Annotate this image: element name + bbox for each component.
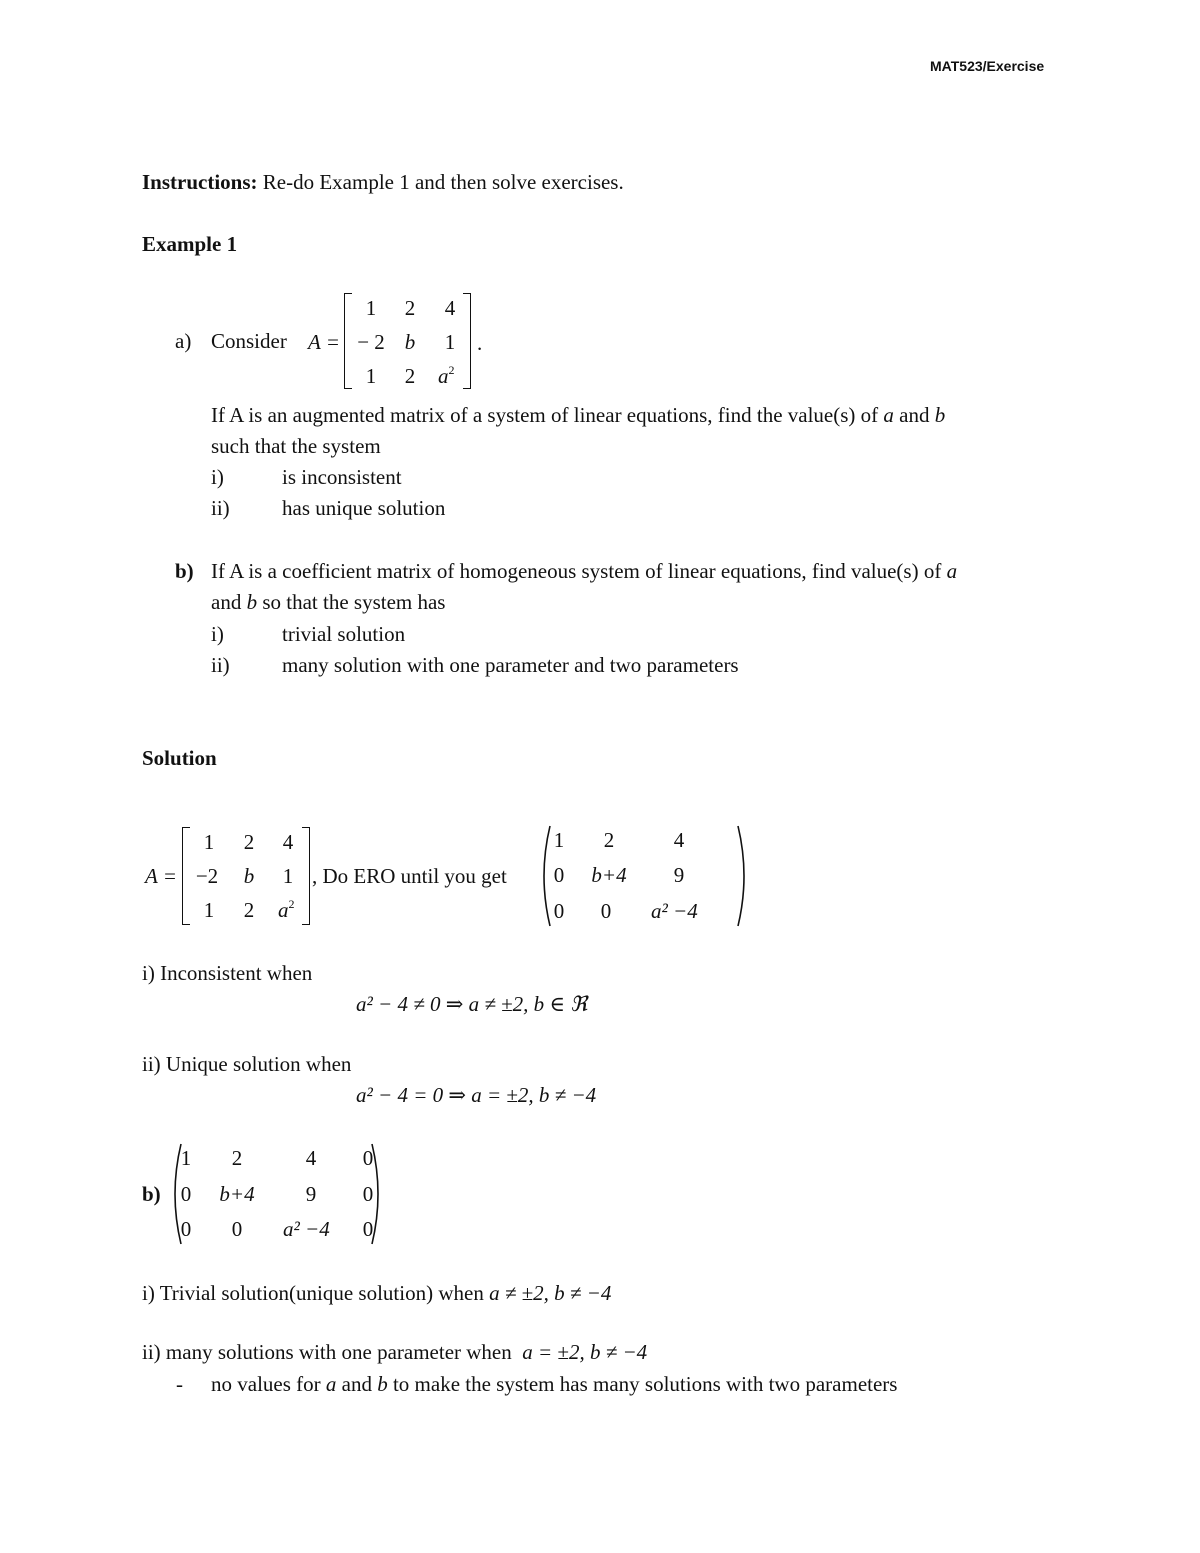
part-a-item-text: is inconsistent bbox=[282, 465, 402, 489]
matrix-cell: a² −4 bbox=[651, 899, 698, 923]
matrix-cell: 0 bbox=[600, 899, 612, 923]
part-a-item-num: ii) bbox=[211, 496, 230, 520]
part-b-question-line1: If A is a coefficient matrix of homogeneous system of linear equations, find value(s) of a bbox=[211, 559, 958, 583]
part-b-item-num: ii) bbox=[211, 653, 230, 677]
inconsistent-label: i) Inconsistent when bbox=[142, 961, 313, 985]
paren-right bbox=[736, 824, 750, 928]
matrix-cell: 0 bbox=[362, 1217, 374, 1241]
matrix-cell: 4 bbox=[305, 1146, 317, 1170]
matrix-cell: 0 bbox=[180, 1182, 192, 1206]
many-solutions-line: ii) many solutions with one parameter when a = ±2, b ≠ −4 bbox=[142, 1340, 648, 1364]
part-b-question-line2: and b so that the system has bbox=[211, 590, 446, 614]
matrix-cell: 0 bbox=[553, 899, 565, 923]
matrix-cell: 4 bbox=[444, 296, 456, 320]
matrix-cell: 1 bbox=[444, 330, 456, 354]
example-title: Example 1 bbox=[142, 232, 238, 256]
part-a-item-num: i) bbox=[211, 465, 224, 489]
part-b-item-text: trivial solution bbox=[282, 622, 406, 646]
matrix-cell: 0 bbox=[180, 1217, 192, 1241]
matrix-cell: 1 bbox=[365, 364, 377, 388]
matrix-cell: 1 bbox=[203, 898, 215, 922]
part-a-question-line1: If A is an augmented matrix of a system of linear equations, find the value(s) of a and b bbox=[211, 403, 946, 427]
solution-lhs: A = bbox=[145, 864, 177, 888]
matrix-cell: −2 bbox=[195, 864, 219, 888]
part-b-label: b) bbox=[175, 559, 194, 583]
part-a-period: . bbox=[477, 331, 483, 355]
part-a-label: a) bbox=[175, 329, 192, 353]
matrix-cell: 2 bbox=[231, 1146, 243, 1170]
solution-part-b-label: b) bbox=[142, 1182, 161, 1206]
matrix-cell-a-squared: $a^2$ bbox=[278, 897, 295, 922]
matrix-cell: a² −4 bbox=[283, 1217, 330, 1241]
matrix-cell: 2 bbox=[243, 830, 255, 854]
unique-equation: a² − 4 = 0 ⇒ a = ±2, b ≠ −4 bbox=[356, 1083, 597, 1107]
matrix-cell: b+4 bbox=[591, 863, 627, 887]
part-a-item-text: has unique solution bbox=[282, 496, 446, 520]
inconsistent-equation: a² − 4 ≠ 0 ⇒ a ≠ ±2, b ∈ ℜ bbox=[356, 992, 588, 1016]
matrix-cell: 1 bbox=[203, 830, 215, 854]
bullet-dash: - bbox=[176, 1372, 183, 1396]
do-ero-text: , Do ERO until you get bbox=[312, 864, 507, 888]
matrix-cell: 4 bbox=[673, 828, 685, 852]
matrix-cell: 1 bbox=[180, 1146, 192, 1170]
matrix-cell: 2 bbox=[603, 828, 615, 852]
matrix-cell: 1 bbox=[553, 828, 565, 852]
matrix-cell: 0 bbox=[231, 1217, 243, 1241]
matrix-cell: 2 bbox=[243, 898, 255, 922]
matrix-cell: b bbox=[243, 864, 255, 888]
part-b-item-num: i) bbox=[211, 622, 224, 646]
part-a-question-line2: such that the system bbox=[211, 434, 381, 458]
part-a-lhs: A = bbox=[308, 330, 340, 354]
instructions-line bbox=[142, 172, 624, 193]
matrix-cell: 2 bbox=[404, 296, 416, 320]
bullet-text: no values for a and b to make the system has many solutions with two parameters bbox=[211, 1372, 898, 1396]
course-code-header: MAT523/Exercise bbox=[930, 58, 1045, 74]
unique-label: ii) Unique solution when bbox=[142, 1052, 352, 1076]
solution-title: Solution bbox=[142, 746, 217, 770]
matrix-cell: 0 bbox=[362, 1146, 374, 1170]
matrix-cell: 9 bbox=[673, 863, 685, 887]
trivial-line: i) Trivial solution(unique solution) when a ≠ ±2, b ≠ −4 bbox=[142, 1281, 612, 1305]
matrix-cell: b+4 bbox=[219, 1182, 255, 1206]
matrix-cell: 9 bbox=[305, 1182, 317, 1206]
matrix-cell-a-squared: $a^2$ bbox=[438, 363, 455, 388]
matrix-cell: − 2 bbox=[357, 330, 385, 354]
matrix-cell: 0 bbox=[553, 863, 565, 887]
matrix-cell: 2 bbox=[404, 364, 416, 388]
matrix-cell: 4 bbox=[282, 830, 294, 854]
instructions-text: Re-do Example 1 and then solve exercises. bbox=[262, 170, 624, 194]
matrix-cell: 0 bbox=[362, 1182, 374, 1206]
part-a-consider: Consider bbox=[211, 329, 287, 353]
matrix-cell: 1 bbox=[365, 296, 377, 320]
instructions-label: Instructions: bbox=[142, 170, 258, 194]
matrix-cell: 1 bbox=[282, 864, 294, 888]
matrix-cell: b bbox=[404, 330, 416, 354]
part-b-item-text: many solution with one parameter and two parameters bbox=[282, 653, 739, 677]
